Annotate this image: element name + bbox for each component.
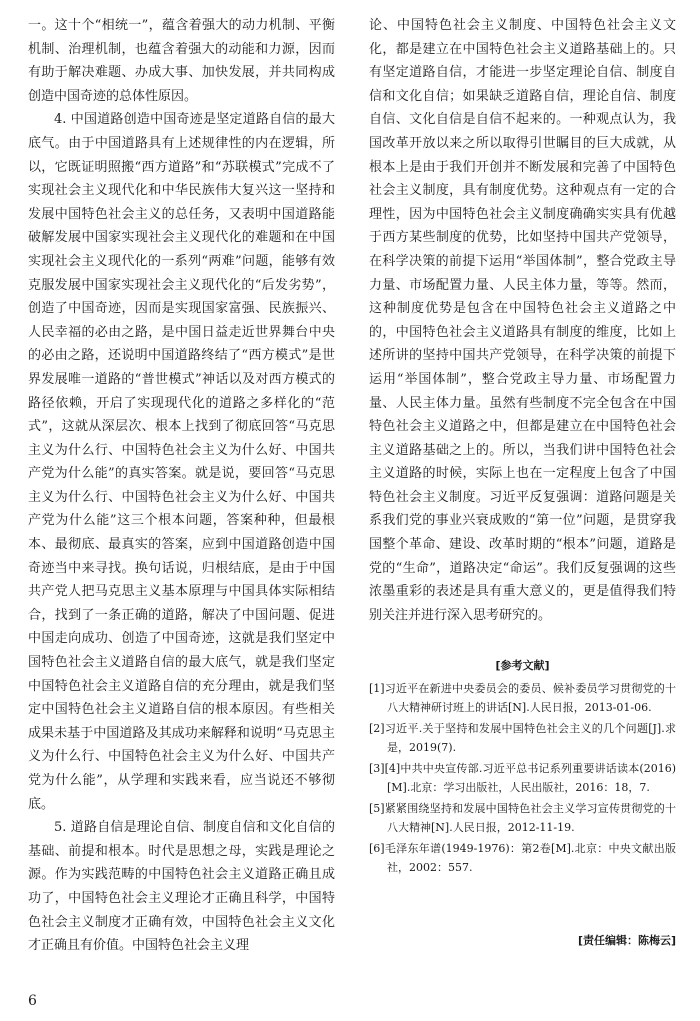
reference-number: [1] bbox=[369, 682, 385, 696]
body-paragraph: 一。这十个“相统一”，蕴含着强大的动力机制、平衡机制、治理机制，也蕴含着强大的动能和力源，因而有助于解决难题、办成大事、加快发展，并共同构成创造中国奇迹的总体性原因。 bbox=[28, 18, 335, 104]
reference-number: [2] bbox=[369, 722, 385, 736]
reference-item bbox=[369, 719, 676, 757]
reference-item bbox=[369, 679, 676, 717]
reference-text: 毛泽东年谱(1949-1976)：第2卷[M].北京：中央文献出版社，2002：557. bbox=[384, 842, 676, 875]
body-paragraph: 5. 道路自信是理论自信、制度自信和文化自信的基础、前提和根本。时代是思想之母，实践是理论之源。作为实践范畴的中国特色社会主义道路正确且成功了，中国特色社会主义理论才正确且科学，中国特色社会主义制度才正确有效，中国特色社会主义文化才正确且有价值。中国特色社会主义理 bbox=[28, 820, 335, 954]
reference-number: [3][4] bbox=[369, 762, 401, 776]
body-paragraph: 论、中国特色社会主义制度、中国特色社会主义文化，都是建立在中国特色社会主义道路基础上的。只有坚定道路自信，才能进一步坚定理论自信、制度自信和文化自信；如果缺乏道路自信，理论自信、制度自信、文化自信是自信不起来的。一种观点认为，我国改革开放以来之所以取得引世瞩目的巨大成就，从根本上是由于我们开创并不断发展和完善了中国特色社会主义制度，具有制度优势。这种观点有一定的合理性，因为中国特色社会主义制度确确实实具有优越于西方某些制度的优势，比如坚持中国共产党领导，在科学决策的前提下运用“举国体制”，整合党政主导力量、市场配置力量、人民主体力量，等等。然而，这种制度优势是包含在中国特色社会主义道路之中的，中国特色社会主义道路具有制度的维度，比如上述所讲的坚持中国共产党领导，在科学决策的前提下运用“举国体制”，整合党政主导力量、市场配置力量、人民主体力量。虽然有些制度不完全包含在中国特色社会主义道路之中，但都是建立在中国特色社会主义道路基础之上的。所以，当我们讲中国特色社会主义道路的时候，实际上也在一定程度上包含了中国特色社会主义制度。习近平反复强调：道路问题是关系我们党的事业兴衰成败的“第一位”问题，是贯穿我国整个革命、建设、改革时期的“根本”问题，道路是党的“生命”，道路决定“命运”。我们反复强调的这些浓墨重彩的表述是具有重大意义的，更是值得我们特别关注并进行深入思考研究的。 bbox=[369, 18, 676, 623]
reference-text: 中共中央宣传部.习近平总书记系列重要讲话读本(2016)[M].北京：学习出版社，人民出版社，2016：18，7. bbox=[387, 762, 676, 795]
reference-item bbox=[369, 839, 676, 877]
reference-text: 习近平在新进中央委员会的委员、候补委员学习贯彻党的十八大精神研讨班上的讲话[N].人民日报，2013-01-06. bbox=[384, 682, 676, 715]
responsible-editor: [责任编辑：陈梅云] bbox=[577, 934, 676, 948]
reference-text: 紧紧围绕坚持和发展中国特色社会主义学习宣传贯彻党的十八大精神[N].人民日报，2012-11-19. bbox=[384, 802, 676, 835]
reference-item bbox=[369, 799, 676, 837]
reference-number: [6] bbox=[369, 842, 385, 856]
reference-item bbox=[369, 759, 676, 797]
references-heading: [参考文献] bbox=[495, 659, 550, 673]
reference-number: [5] bbox=[369, 802, 385, 816]
page-number: 6 bbox=[28, 993, 37, 1009]
right-column bbox=[369, 14, 676, 953]
reference-text: 习近平.关于坚持和发展中国特色社会主义的几个问题[J].求是，2019(7). bbox=[384, 722, 676, 755]
body-paragraph: 4. 中国道路创造中国奇迹是坚定道路自信的最大底气。由于中国道路具有上述规律性的内在逻辑，所以，它既证明照搬“西方道路”和“苏联模式”完成不了实现社会主义现代化和中华民族伟大复兴这一坚持和发展中国特色社会主义的总任务，又表明中国道路能破解发展中国家实现社会主义现代化的难题和在中国实现社会主义现代化的一系列“两难”问题，能够有效克服发展中国家实现社会主义现代化的“后发劣势”，创造了中国奇迹，因而是实现国家富强、民族振兴、人民幸福的必由之路，是中国日益走近世界舞台中央的必由之路，还说明中国道路终结了“西方模式”是世界发展唯一道路的“普世模式”神话以及对西方模式的路径依赖，开启了实现现代化的道路之多样化的“范式”，这就从深层次、根本上找到了彻底回答“马克思主义为什么行、中国特色社会主义为什么好、中国共产党为什么能”的真实答案。就是说，要回答“马克思主义为什么行、中国特色社会主义为什么好、中国共产党为什么能”这三个根本问题，答案种种，但最根本、最彻底、最真实的答案，应到中国道路创造中国奇迹当中来寻找。换句话说，归根结底，是由于中国共产党人把马克思主义基本原理与中国具体实际相结合，找到了一条正确的道路，解决了中国问题、促进中国走向成功、创造了中国奇迹，这就是我们坚定中国特色社会主义道路自信的最大底气，就是我们坚定中国特色社会主义道路自信的充分理由，就是我们坚定中国特色社会主义道路自信的根本原因。有些相关成果未基于中国道路及其成功来解释和说明“马克思主义为什么行、中国特色社会主义为什么好、中国共产党为什么能”，从学理和实践来看，应当说还不够彻底。 bbox=[28, 112, 335, 812]
left-column bbox=[28, 14, 335, 958]
references-list bbox=[369, 679, 676, 877]
